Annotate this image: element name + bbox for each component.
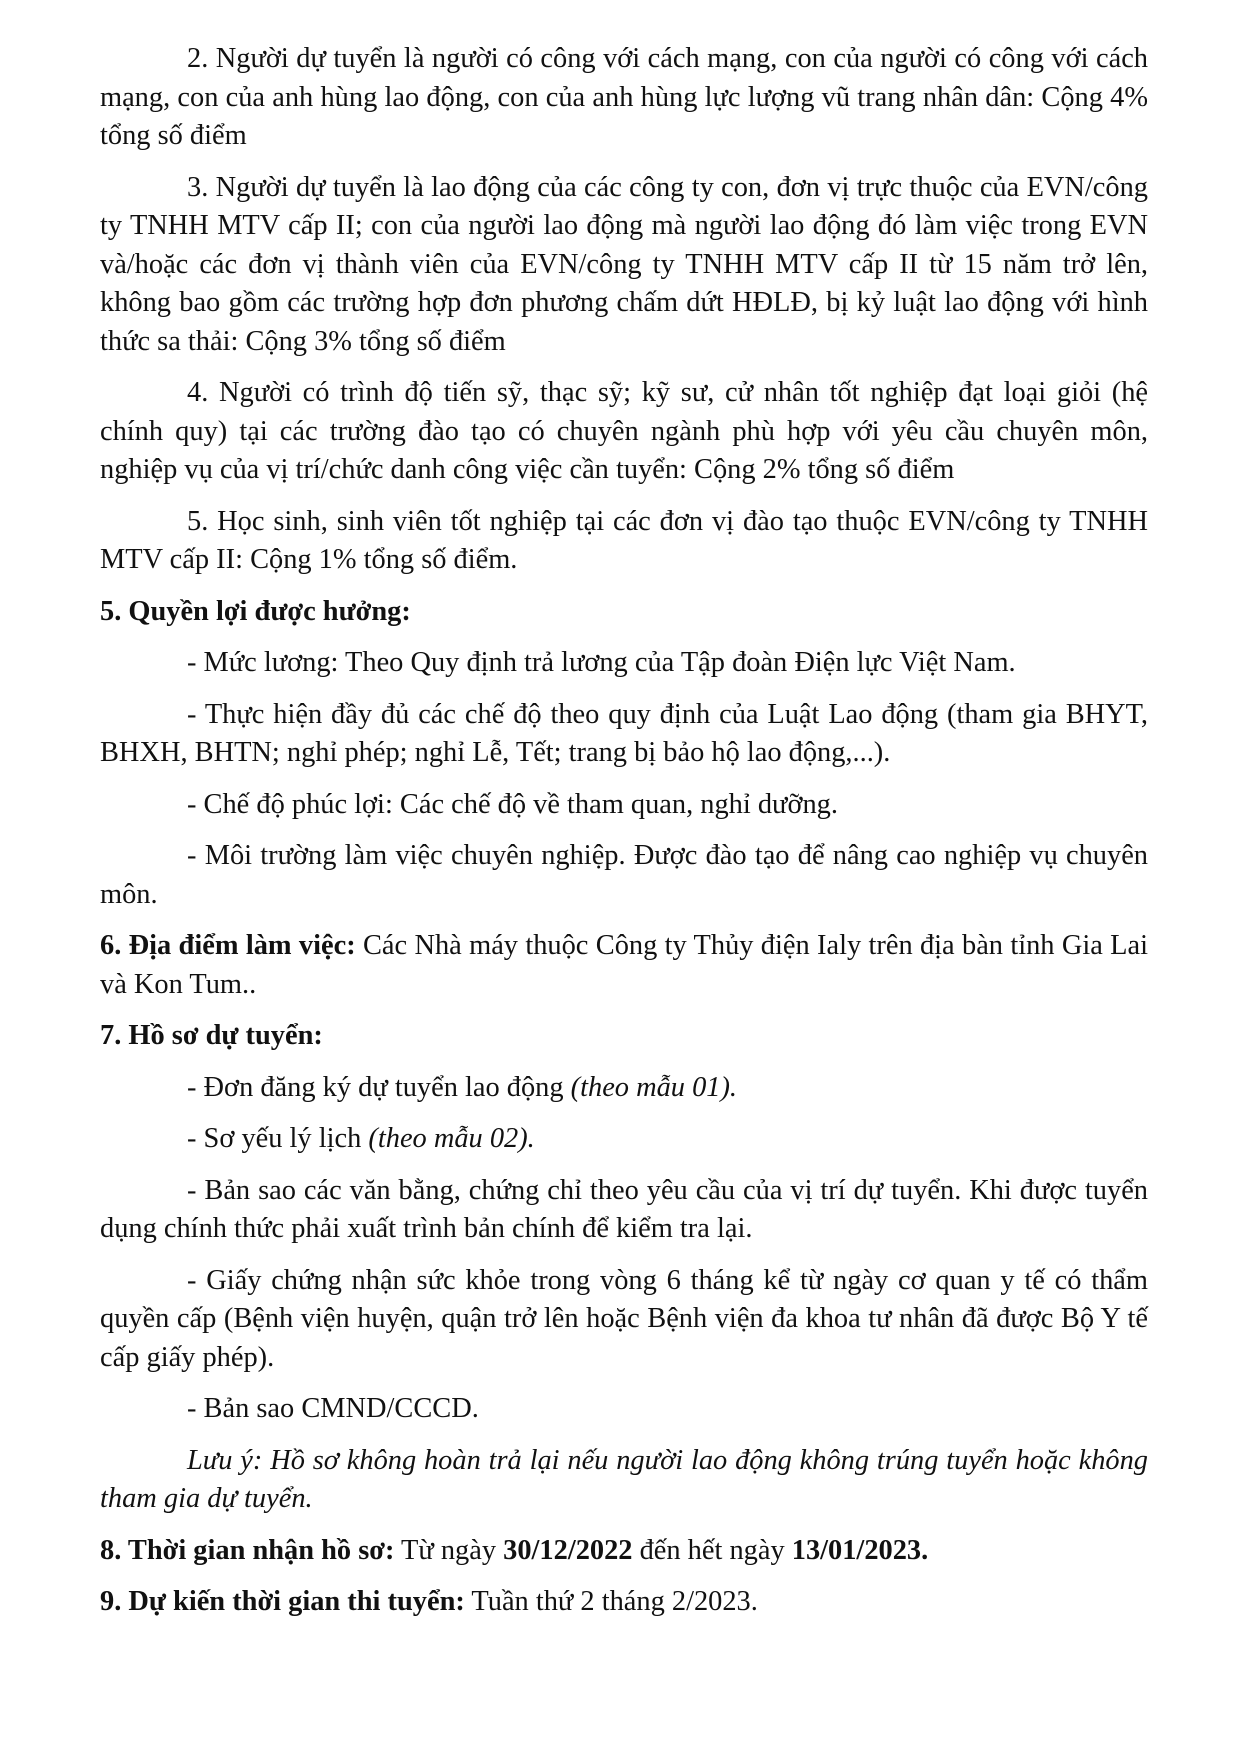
doc-cv bbox=[100, 1120, 1148, 1159]
benefit-welfare: - Chế độ phúc lợi: Các chế độ về tham quan, nghỉ dưỡng. bbox=[187, 788, 838, 820]
doc-health-certificate: - Giấy chứng nhận sức khỏe trong vòng 6 tháng kể từ ngày cơ quan y tế có thẩm quyền cấp (Bệnh viện huyện, quận trở lên hoặc Bệnh viện đa khoa tư nhân đã được Bộ Y tế cấp giấy phép). bbox=[100, 1264, 1148, 1373]
receiving-time bbox=[100, 1532, 1148, 1571]
exam-time-heading: 9. Dự kiến thời gian thi tuyển: bbox=[100, 1586, 465, 1617]
priority-item-2: 2. Người dự tuyển là người có công với cách mạng, con của người có công với cách mạng, con của anh hùng lao động, con của anh hùng lực lượng vũ trang nhân dân: Cộng 4% tổng số điểm bbox=[100, 43, 1148, 151]
doc-cv-text: - Sơ yếu lý lịch bbox=[187, 1123, 369, 1154]
doc-application-form bbox=[100, 1069, 1148, 1108]
doc-application-form-text: - Đơn đăng ký dự tuyển lao động bbox=[187, 1071, 571, 1103]
work-location bbox=[100, 927, 1148, 1004]
exam-time bbox=[100, 1583, 1148, 1622]
receiving-time-to: đến hết ngày bbox=[632, 1534, 792, 1566]
priority-item-5: 5. Học sinh, sinh viên tốt nghiệp tại các đơn vị đào tạo thuộc EVN/công ty TNHH MTV cấp II: Cộng 1% tổng số điểm. bbox=[100, 505, 1148, 575]
doc-id-copy: - Bản sao CMND/CCCD. bbox=[187, 1393, 479, 1424]
benefit-salary: - Mức lương: Theo Quy định trả lương của Tập đoàn Điện lực Việt Nam. bbox=[187, 647, 1016, 678]
receiving-time-from: Từ ngày bbox=[394, 1534, 504, 1566]
receiving-time-heading: 8. Thời gian nhận hồ sơ: bbox=[100, 1534, 395, 1566]
documents-heading: 7. Hồ sơ dự tuyển: bbox=[100, 1020, 323, 1051]
documents-note: Lưu ý: Hồ sơ không hoàn trả lại nếu người lao động không trúng tuyển hoặc không tham gia dự tuyển. bbox=[100, 1444, 1148, 1514]
doc-application-form-note: (theo mẫu 01). bbox=[570, 1071, 738, 1103]
priority-item-3: 3. Người dự tuyển là lao động của các công ty con, đơn vị trực thuộc của EVN/công ty TNHH MTV cấp II; con của người lao động mà người lao động đó làm việc trong EVN và/hoặc các đơn vị thành viên của EVN/công ty TNHH MTV cấp II từ 15 năm trở lên, không bao gồm các trường hợp đơn phương chấm dứt HĐLĐ, bị kỷ luật lao động với hình thức sa thải: Cộng 3% tổng số điểm bbox=[100, 171, 1148, 357]
benefit-environment: - Môi trường làm việc chuyên nghiệp. Được đào tạo để nâng cao nghiệp vụ chuyên môn. bbox=[100, 840, 1148, 910]
doc-cv-note: (theo mẫu 02). bbox=[368, 1123, 535, 1154]
benefit-regimes: - Thực hiện đầy đủ các chế độ theo quy định của Luật Lao động (tham gia BHYT, BHXH, BHTN; nghỉ phép; nghỉ Lễ, Tết; trang bị bảo hộ lao động,...). bbox=[100, 698, 1148, 768]
document-page bbox=[100, 40, 1148, 1635]
receiving-end-date: 13/01/2023. bbox=[791, 1534, 929, 1566]
benefits-heading: 5. Quyền lợi được hưởng: bbox=[100, 595, 411, 627]
location-heading: 6. Địa điểm làm việc: bbox=[100, 930, 356, 961]
doc-certificate-copies: - Bản sao các văn bằng, chứng chỉ theo yêu cầu của vị trí dự tuyển. Khi được tuyển dụng chính thức phải xuất trình bản chính để kiểm tra lại. bbox=[100, 1174, 1148, 1244]
exam-time-text: Tuần thứ 2 tháng 2/2023. bbox=[464, 1586, 758, 1617]
receiving-start-date: 30/12/2022 bbox=[503, 1534, 633, 1566]
priority-item-4: 4. Người có trình độ tiến sỹ, thạc sỹ; kỹ sư, cử nhân tốt nghiệp đạt loại giỏi (hệ chính quy) tại các trường đào tạo có chuyên ngành phù hợp với yêu cầu chuyên môn, nghiệp vụ của vị trí/chức danh công việc cần tuyển: Cộng 2% tổng số điểm bbox=[100, 377, 1148, 485]
location-text: Các Nhà máy thuộc Công ty Thủy điện Ialy trên địa bàn tỉnh Gia Lai và Kon Tum.. bbox=[100, 930, 1149, 1000]
